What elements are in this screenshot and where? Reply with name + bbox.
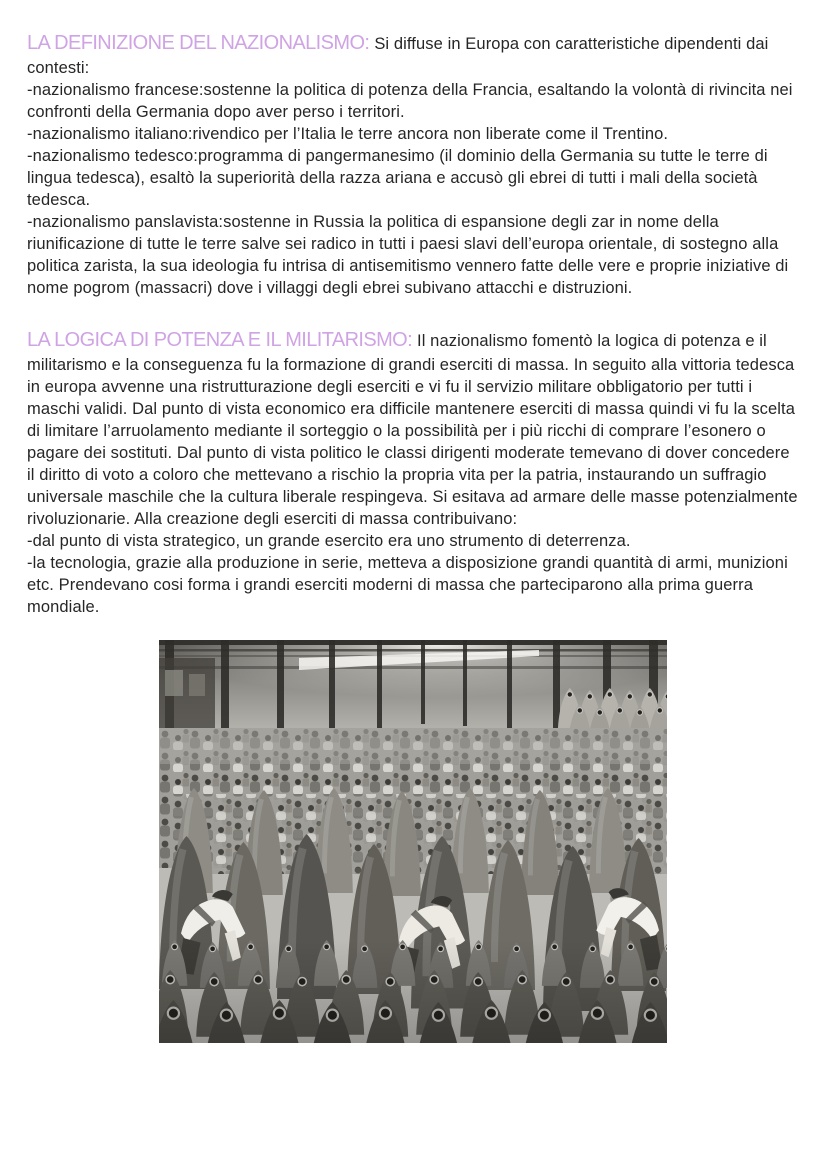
section-heading: LA LOGICA DI POTENZA E IL MILITARISMO — [27, 329, 408, 351]
section-intro-text: Si diffuse in Europa con caratteristiche dipendenti dai contesti: — [27, 35, 769, 77]
section-heading: LA DEFINIZIONE DEL NAZIONALISMO — [27, 32, 365, 54]
list-item-nazionalismo-italiano: -nazionalismo italiano:rivendico per l’Italia le terre ancora non liberate come il Trentino. — [27, 125, 669, 143]
section-lead-paragraph — [27, 327, 799, 530]
list-item-punto-di-vista-strategico: -dal punto di vista strategico, un grande esercito era uno strumento di deterrenza. — [27, 532, 631, 550]
list-item-nazionalismo-tedesco: -nazionalismo tedesco:programma di pangermanesimo (il dominio della Germania su tutte le terre di lingua tedesca), esaltò la superiorità della razza ariana e accusò gli ebrei di tutti i mali della società tedesca. — [27, 147, 768, 209]
section-definizione-nazionalismo — [27, 30, 799, 299]
list-item-nazionalismo-francese: -nazionalismo francese:sostenne la politica di potenza della Francia, esaltando la volontà di rivincita nei confronti della Germania dopo aver perso i territori. — [27, 81, 793, 121]
list-item-nazionalismo-panslavista: -nazionalismo panslavista:sostenne in Russia la politica di espansione degli zar in nome della riunificazione di tutte le terre salve sei radico in tutti i paesi slavi dell’europa orientale, di sostegno alla politica zarista, la sua ideologia fu intrisa di antisemitismo vennero fatte delle vere e proprie iniziative di nome pogrom (massacri) dove i villaggi degli ebrei subivano attacchi e distruzioni. — [27, 213, 789, 297]
munitions-factory-photo — [159, 640, 667, 1043]
section-intro-text: Il nazionalismo fomentò la logica di potenza e il militarismo e la conseguenza fu la formazione di grandi eserciti di massa. In seguito alla vittoria tedesca in europa avvenne una ristrutturazione degli eserciti e vi fu il servizio militare obbligatorio per tutti i maschi validi. Dal punto di vista economico era difficile mantenere eserciti di massa quindi vi fu la scelta di limitare l’arruolamento mediante il sorteggio o la possibilità per i più ricchi di comprare l’esonero o pagare dei sostituti. Dal punto di vista politico le classi dirigenti moderate temevano di dover concedere il diritto di voto a coloro che mettevano a rischio la propria vita per la patria, instaurando un suffragio universale maschile che la cultura liberale respingeva. Si esitava ad armare delle masse potenzialmente rivoluzionarie. Alla creazione degli eserciti di massa contribuivano: — [27, 332, 798, 528]
list-item-tecnologia: -la tecnologia, grazie alla produzione in serie, metteva a disposizione grandi quantità di armi, munizioni etc. Prendevano cosi forma i grandi eserciti moderni di massa che parteciparono alla prima guerra mondiale. — [27, 554, 788, 616]
heading-colon: : — [407, 329, 418, 351]
photo-vignette — [159, 940, 667, 1043]
section-lead-paragraph — [27, 30, 799, 79]
heading-colon: : — [364, 32, 375, 54]
section-logica-potenza-militarismo — [27, 327, 799, 618]
